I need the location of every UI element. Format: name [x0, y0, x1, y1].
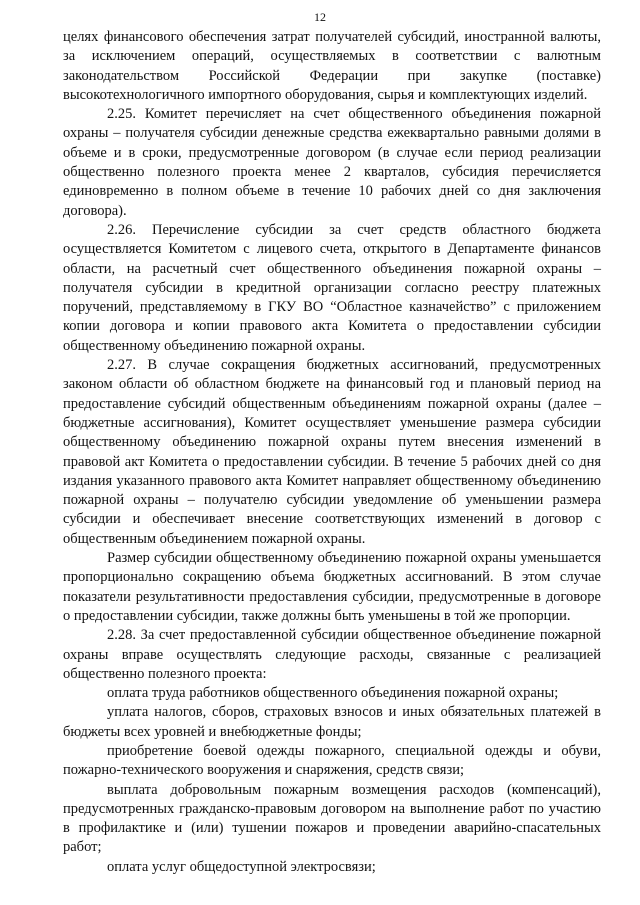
- paragraph-2-26: 2.26. Перечисление субсидии за счет средств областного бюджета осуществляется Комитетом с лицевого счета, открытого в Департаменте финансов области, на расчетный счет общественного объединения пожарной охраны – получателя субсидии в кредитной организации согласно реестру платежных поручений, представляемому в ГКУ ВО “Областное казначейство” с приложением копии договора и копии правового акта Комитета о предоставлении субсидии общественному объединению пожарной охраны.: [63, 221, 601, 354]
- page-number: 12: [314, 10, 326, 24]
- paragraph-2-25: 2.25. Комитет перечисляет на счет общественного объединения пожарной охраны – получателя субсидии денежные средства ежеквартально равными долями в объеме и в сроки, предусмотренные договором (в случае если период реализации общественно полезного проекта менее 2 кварталов, субсидия перечисляется единовременно в полном объеме в течение 10 рабочих дней со дня заключения договора).: [63, 106, 601, 219]
- list-item-labor-pay: оплата труда работников общественного объединения пожарной охраны;: [107, 685, 559, 702]
- list-item-telecom: оплата услуг общедоступной электросвязи;: [107, 858, 376, 875]
- list-item-volunteer-compensation: выплата добровольным пожарным возмещения расходов (компенсаций), предусмотренных гражданско-правовым договором на выполнение работ по участию в профилактике и (или) тушении пожаров и проведении аварийно-спасательных работ;: [63, 781, 601, 856]
- list-item-equipment: приобретение боевой одежды пожарного, специальной одежды и обуви, пожарно-технического вооружения и снаряжения, средств связи;: [63, 742, 601, 779]
- paragraph-2-28: 2.28. За счет предоставленной субсидии общественное объединение пожарной охраны вправе осуществлять следующие расходы, связанные с реализацией общественно полезного проекта:: [63, 627, 601, 682]
- paragraph-2-27: 2.27. В случае сокращения бюджетных ассигнований, предусмотренных законом области об областном бюджете на финансовый год и плановый период на предоставление субсидий общественным объединениям пожарной охраны (далее – бюджетные ассигнования), Комитет осуществляет уменьшение размера субсидии общественному объединению пожарной охраны путем внесения изменений в правовой акт Комитета о предоставлении субсидии. В течение 5 рабочих дней со дня издания указанного правового акта Комитет направляет общественному объединению пожарной охраны – получателю субсидии уведомление об уменьшении размера субсидии и обеспечивает внесение соответствующих изменений в договор с общественным объединением пожарной охраны.: [63, 357, 601, 547]
- list-item-taxes: уплата налогов, сборов, страховых взносов и иных обязательных платежей в бюджеты всех уровней и внебюджетные фонды;: [63, 704, 601, 740]
- paragraph-subsidy-reduction: Размер субсидии общественному объединению пожарной охраны уменьшается пропорционально сокращению объема бюджетных ассигнований. В этом случае показатели результативности предоставления субсидии, предусмотренные в договоре о предоставлении субсидии, также должны быть уменьшены в той же пропорции.: [63, 550, 601, 624]
- document-body: [63, 28, 601, 877]
- paragraph-continuation: целях финансового обеспечения затрат получателей субсидий, иностранной валюты, за исключением операций, осуществляемых в соответствии с валютным законодательством Российской Федерации при закупке (поставке) высокотехнологичного импортного оборудования, сырья и комплектующих изделий.: [63, 29, 601, 103]
